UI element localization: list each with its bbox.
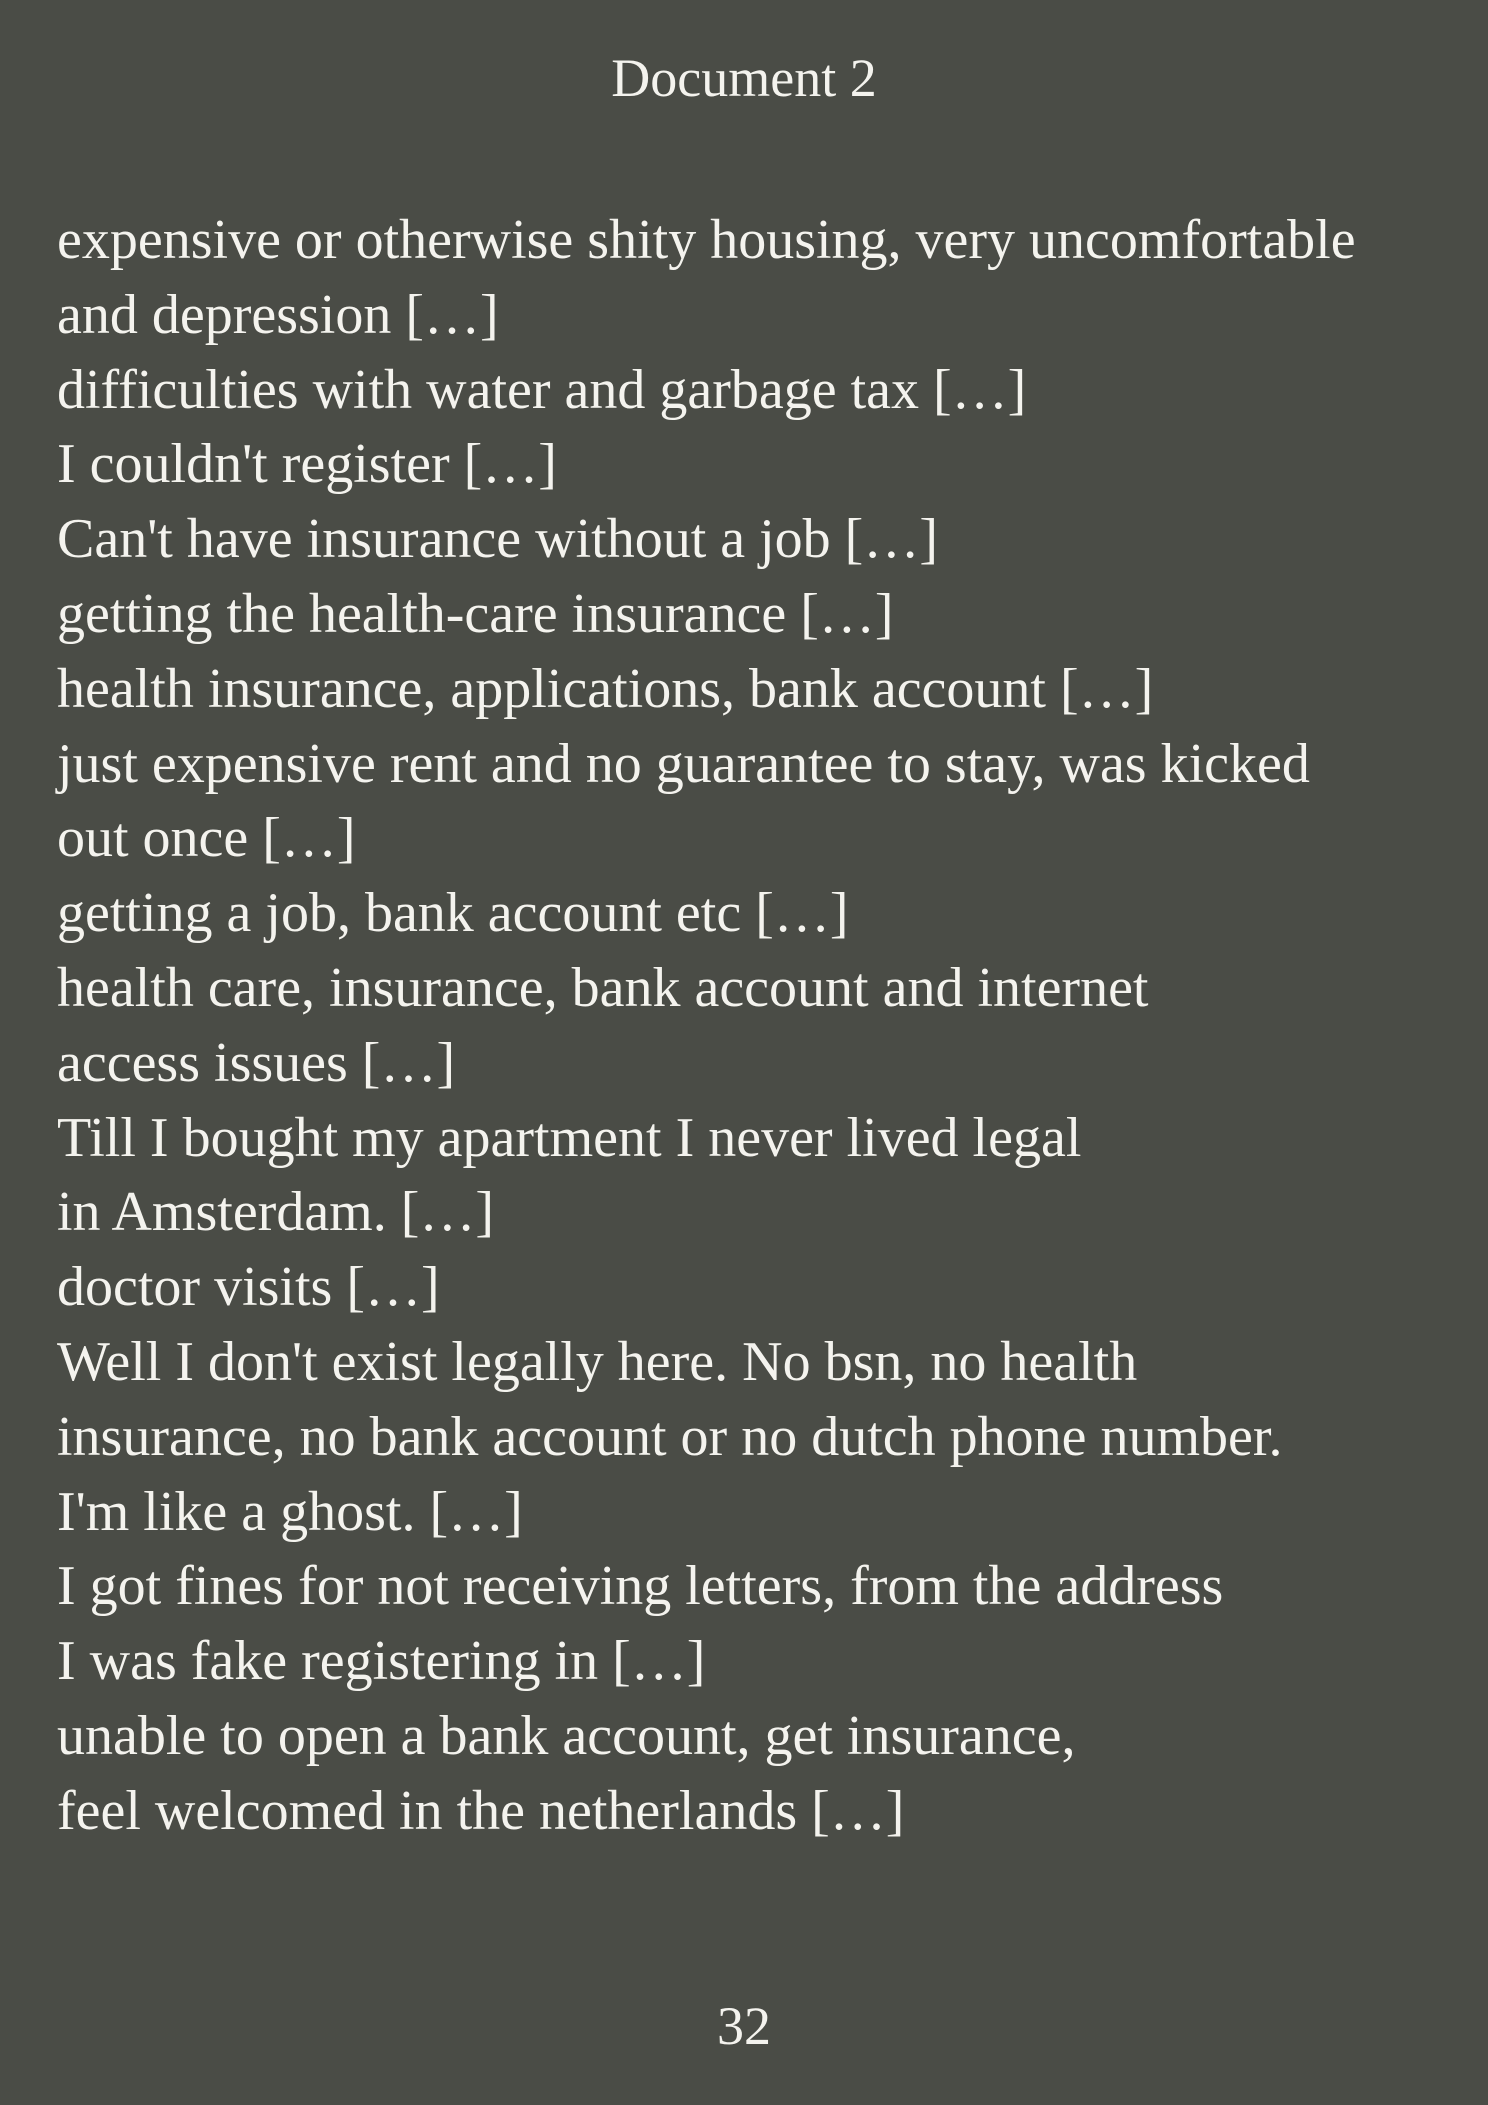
text-line: health care, insurance, bank account and internet (57, 956, 1149, 1019)
text-line: difficulties with water and garbage tax […] (57, 358, 1027, 421)
text-line: I was fake registering in […] (57, 1630, 706, 1693)
page-number: 32 (717, 1996, 771, 2056)
page-title: Document 2 (611, 48, 877, 108)
text-line: I'm like a ghost. […] (57, 1480, 523, 1543)
document-body (57, 203, 1477, 1849)
text-line: Well I don't exist legally here. No bsn, no health (57, 1330, 1138, 1393)
text-line: I got fines for not receiving letters, from the address (57, 1555, 1224, 1618)
text-line: doctor visits […] (57, 1256, 440, 1319)
text-line: I couldn't register […] (57, 433, 557, 496)
text-line: insurance, no bank account or no dutch phone number. (57, 1405, 1283, 1468)
text-line: out once […] (57, 807, 356, 870)
text-line: feel welcomed in the netherlands […] (57, 1779, 905, 1842)
text-line: unable to open a bank account, get insurance, (57, 1704, 1076, 1767)
text-line: expensive or otherwise shity housing, very uncomfortable (57, 209, 1356, 271)
text-line: and depression […] (57, 283, 499, 346)
text-line: Till I bought my apartment I never lived legal (57, 1106, 1082, 1169)
text-line: health insurance, applications, bank account […] (57, 657, 1154, 720)
text-line: getting a job, bank account etc […] (57, 882, 849, 945)
text-line: Can't have insurance without a job […] (57, 508, 938, 571)
text-line: access issues […] (57, 1031, 456, 1094)
text-line: in Amsterdam. […] (57, 1181, 495, 1244)
text-line: just expensive rent and no guarantee to stay, was kicked (57, 732, 1310, 795)
text-line: getting the health-care insurance […] (57, 582, 894, 645)
